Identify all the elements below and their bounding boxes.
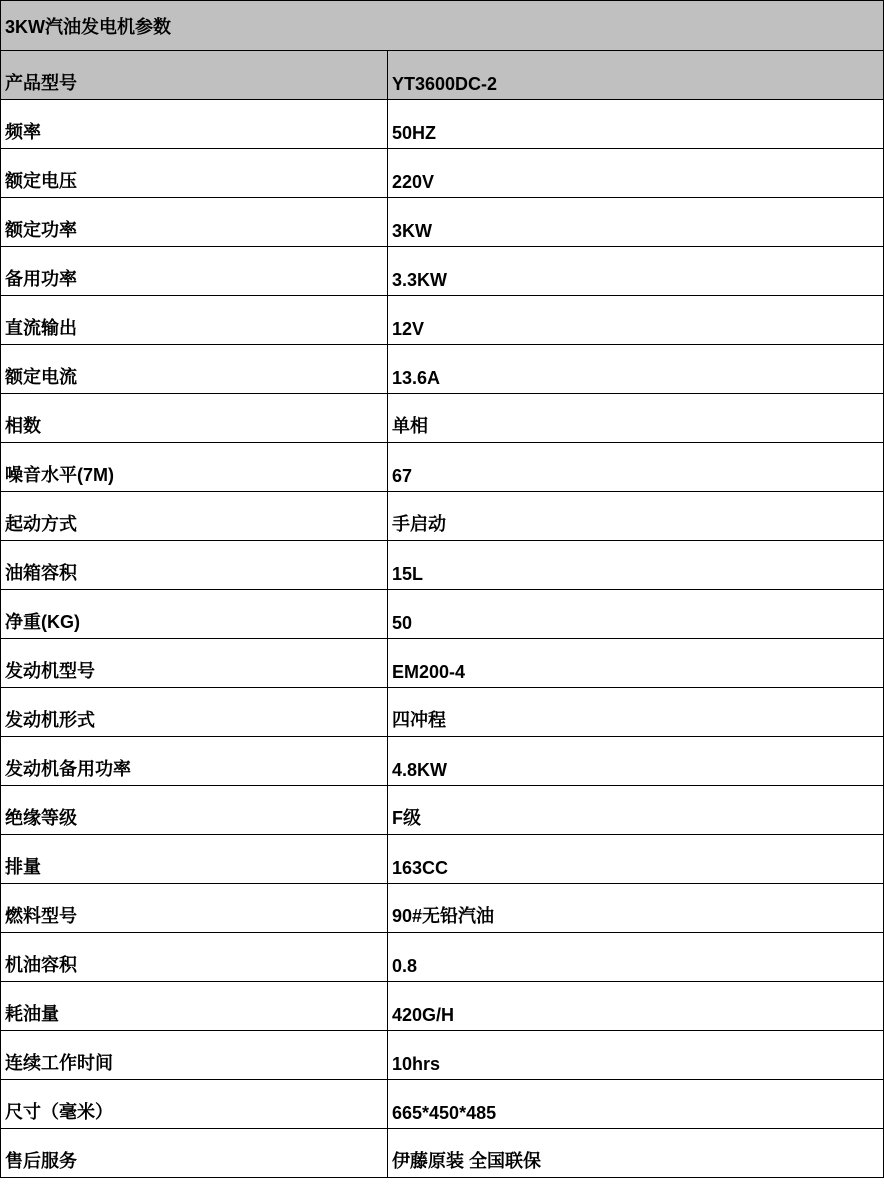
spec-name-cell: 尺寸（毫米） (1, 1080, 388, 1129)
spec-value-cell: 10hrs (388, 1031, 884, 1080)
table-header-row (1, 51, 884, 100)
spec-value-cell: 665*450*485 (388, 1080, 884, 1129)
table-row (1, 100, 884, 149)
spec-name-cell: 直流输出 (1, 296, 388, 345)
spec-value-cell: 15L (388, 541, 884, 590)
spec-name-cell: 排量 (1, 835, 388, 884)
spec-name-cell: 净重(KG) (1, 590, 388, 639)
spec-value-cell: 12V (388, 296, 884, 345)
spec-value-cell: 67 (388, 443, 884, 492)
spec-value-cell: 163CC (388, 835, 884, 884)
spec-value-cell: 420G/H (388, 982, 884, 1031)
spec-name-cell: 绝缘等级 (1, 786, 388, 835)
spec-name-cell: 连续工作时间 (1, 1031, 388, 1080)
spec-name-cell: 燃料型号 (1, 884, 388, 933)
spec-name-cell: 额定功率 (1, 198, 388, 247)
table-row (1, 933, 884, 982)
spec-name-cell: 耗油量 (1, 982, 388, 1031)
table-row (1, 835, 884, 884)
spec-value-cell: 220V (388, 149, 884, 198)
spec-name-cell: 额定电压 (1, 149, 388, 198)
table-row (1, 590, 884, 639)
spec-name-cell: 油箱容积 (1, 541, 388, 590)
table-row (1, 884, 884, 933)
spec-name-cell: 发动机形式 (1, 688, 388, 737)
table-row (1, 1031, 884, 1080)
table-row (1, 982, 884, 1031)
header-name-cell: 产品型号 (1, 51, 388, 100)
table-title: 3KW汽油发电机参数 (1, 1, 884, 51)
table-row (1, 737, 884, 786)
table-title-row (1, 1, 884, 51)
table-row (1, 198, 884, 247)
table-row (1, 296, 884, 345)
table-row (1, 394, 884, 443)
spec-value-cell: 伊藤原装 全国联保 (388, 1129, 884, 1178)
spec-name-cell: 备用功率 (1, 247, 388, 296)
table-row (1, 541, 884, 590)
table-row (1, 1129, 884, 1178)
spec-value-cell: 13.6A (388, 345, 884, 394)
spec-table-body (1, 1, 884, 1178)
table-row (1, 786, 884, 835)
table-row (1, 247, 884, 296)
spec-value-cell: 4.8KW (388, 737, 884, 786)
spec-value-cell: EM200-4 (388, 639, 884, 688)
spec-value-cell: 手启动 (388, 492, 884, 541)
header-value-cell: YT3600DC-2 (388, 51, 884, 100)
spec-value-cell: 3.3KW (388, 247, 884, 296)
spec-value-cell: 单相 (388, 394, 884, 443)
spec-name-cell: 机油容积 (1, 933, 388, 982)
spec-name-cell: 额定电流 (1, 345, 388, 394)
table-row (1, 688, 884, 737)
spec-name-cell: 相数 (1, 394, 388, 443)
table-row (1, 492, 884, 541)
spec-name-cell: 发动机备用功率 (1, 737, 388, 786)
spec-value-cell: 3KW (388, 198, 884, 247)
spec-name-cell: 噪音水平(7M) (1, 443, 388, 492)
spec-value-cell: 四冲程 (388, 688, 884, 737)
table-row (1, 149, 884, 198)
spec-name-cell: 频率 (1, 100, 388, 149)
spec-value-cell: F级 (388, 786, 884, 835)
spec-value-cell: 50HZ (388, 100, 884, 149)
spec-value-cell: 90#无铅汽油 (388, 884, 884, 933)
spec-value-cell: 0.8 (388, 933, 884, 982)
table-row (1, 345, 884, 394)
spec-name-cell: 发动机型号 (1, 639, 388, 688)
spec-value-cell: 50 (388, 590, 884, 639)
spec-name-cell: 起动方式 (1, 492, 388, 541)
table-row (1, 1080, 884, 1129)
spec-name-cell: 售后服务 (1, 1129, 388, 1178)
table-row (1, 639, 884, 688)
table-row (1, 443, 884, 492)
